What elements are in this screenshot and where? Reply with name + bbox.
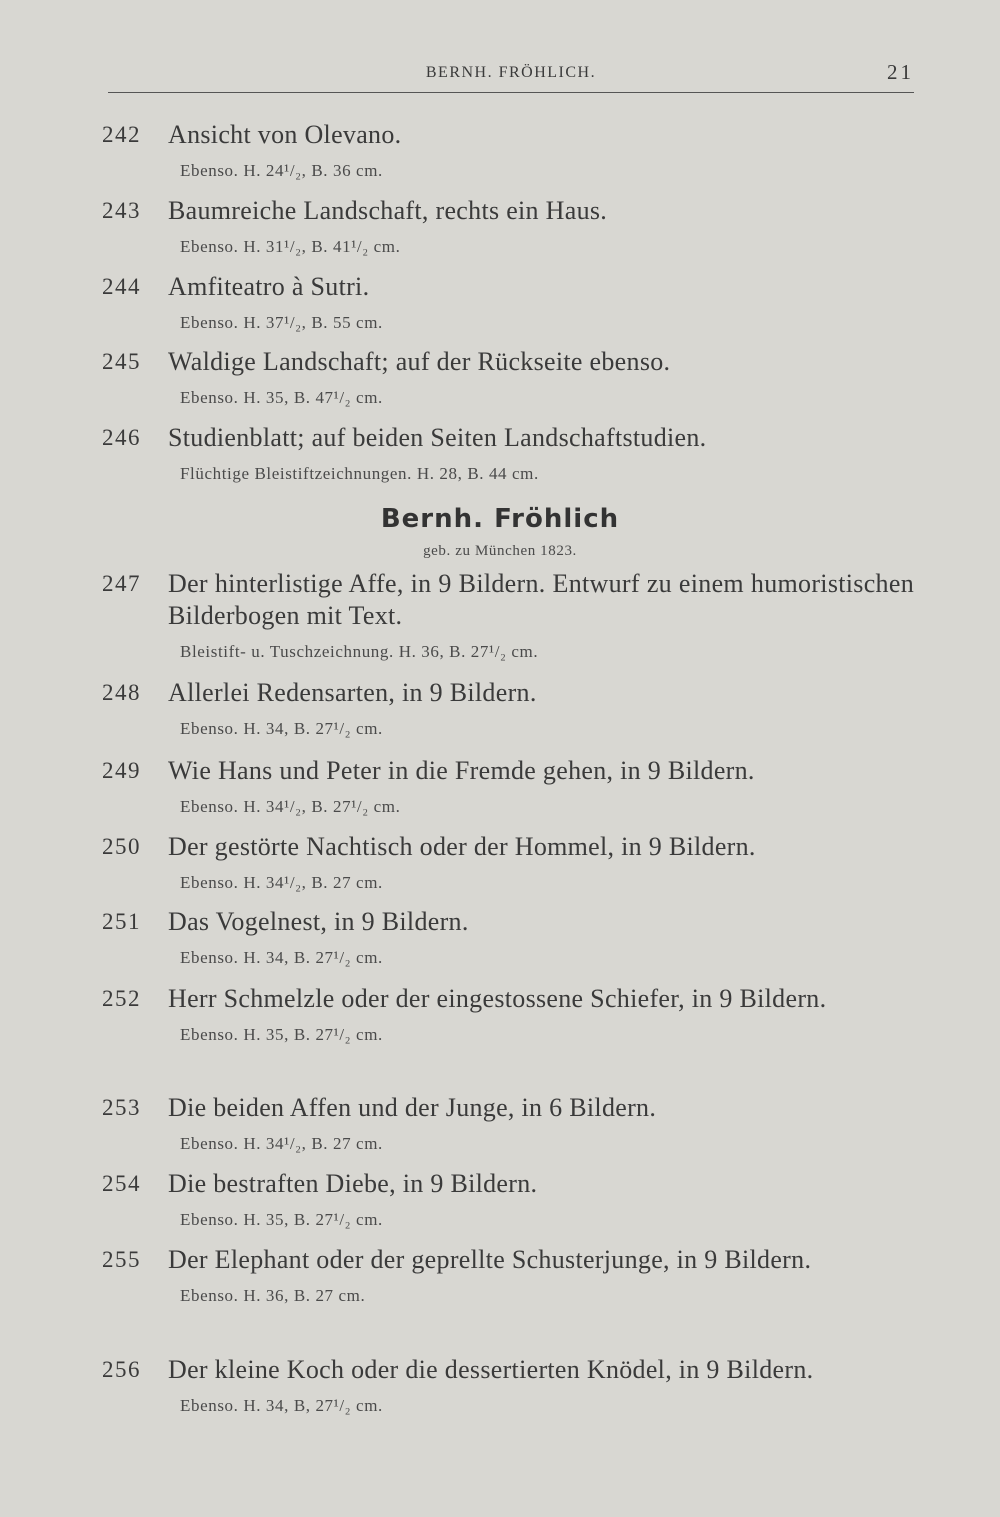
entry-number: 246: [102, 425, 141, 450]
entry-title: Allerlei Redensarten, in 9 Bildern.: [168, 678, 537, 707]
entry-description: Ebenso. H. 35, B. 27¹/₂ cm.: [180, 1210, 383, 1229]
entry-title: Waldige Landschaft; auf der Rückseite ebenso.: [168, 347, 671, 376]
entry-description: Ebenso. H. 34¹/₂, B. 27 cm.: [180, 873, 383, 892]
catalog-entry: [102, 271, 914, 335]
entry-number: 253: [102, 1095, 141, 1120]
catalog-entry: [102, 1354, 914, 1418]
entry-number: 250: [102, 834, 141, 859]
entry-number: 254: [102, 1171, 141, 1196]
entry-description: Ebenso. H. 34, B. 27¹/₂ cm.: [180, 719, 383, 738]
catalog-entry: [102, 346, 914, 410]
entry-title: Studienblatt; auf beiden Seiten Landschaftstudien.: [168, 423, 707, 452]
header-rule: [108, 92, 914, 93]
catalog-entry: [102, 983, 914, 1047]
entry-number: 243: [102, 198, 141, 223]
entry-number: 252: [102, 986, 141, 1011]
catalog-entry: [102, 422, 914, 486]
entry-description: Ebenso. H. 36, B. 27 cm.: [180, 1286, 366, 1305]
catalog-entry: [102, 568, 914, 664]
entry-title: Der gestörte Nachtisch oder der Hommel, in 9 Bildern.: [168, 832, 756, 861]
entry-description: Ebenso. H. 35, B. 27¹/₂ cm.: [180, 1025, 383, 1044]
entry-title: Die bestraften Diebe, in 9 Bildern.: [168, 1169, 538, 1198]
catalog-entry: [102, 1168, 914, 1232]
entry-title: Herr Schmelzle oder der eingestossene Schiefer, in 9 Bildern.: [168, 984, 827, 1013]
entry-title: Ansicht von Olevano.: [168, 120, 402, 149]
entry-description: Ebenso. H. 37¹/₂, B. 55 cm.: [180, 313, 383, 332]
catalog-entry: [102, 677, 914, 741]
entry-number: 249: [102, 758, 141, 783]
entry-description: Ebenso. H. 24¹/₂, B. 36 cm.: [180, 161, 383, 180]
entry-number: 251: [102, 909, 141, 934]
running-head: [108, 60, 914, 86]
section-subheading: geb. zu München 1823.: [423, 543, 577, 559]
entry-number: 248: [102, 680, 141, 705]
entry-description: Ebenso. H. 34, B. 27¹/₂ cm.: [180, 948, 383, 967]
entry-title: Wie Hans und Peter in die Fremde gehen, in 9 Bildern.: [168, 756, 755, 785]
catalog-entry: [102, 195, 914, 259]
entry-number: 255: [102, 1247, 141, 1272]
catalog-entry: [102, 119, 914, 183]
entry-description: Ebenso. H. 31¹/₂, B. 41¹/₂ cm.: [180, 237, 401, 256]
section-heading: Bernh. Fröhlich: [380, 504, 620, 534]
entry-title: Die beiden Affen und der Junge, in 6 Bildern.: [168, 1093, 657, 1122]
entry-description: Ebenso. H. 34, B, 27¹/₂ cm.: [180, 1396, 383, 1415]
entry-description: Ebenso. H. 34¹/₂, B. 27 cm.: [180, 1134, 383, 1153]
catalog-entry: [102, 906, 914, 970]
entry-description: Ebenso. H. 35, B. 47¹/₂ cm.: [180, 388, 383, 407]
catalog-entry: [102, 1092, 914, 1156]
running-title: BERNH. FRÖHLICH.: [425, 64, 597, 81]
entry-number: 256: [102, 1357, 141, 1382]
page-number: 21: [887, 60, 914, 84]
entry-title: Der Elephant oder der geprellte Schusterjunge, in 9 Bildern.: [168, 1245, 812, 1274]
entry-description: Bleistift- u. Tuschzeichnung. H. 36, B. 27¹/₂ cm.: [180, 642, 539, 661]
entry-number: 242: [102, 122, 141, 147]
entry-number: 247: [102, 571, 141, 596]
entry-number: 244: [102, 274, 141, 299]
entry-description: Flüchtige Bleistiftzeichnungen. H. 28, B. 44 cm.: [180, 464, 539, 483]
entry-title: Amfiteatro à Sutri.: [168, 272, 370, 301]
entry-description: Ebenso. H. 34¹/₂, B. 27¹/₂ cm.: [180, 797, 401, 816]
entry-title: Das Vogelnest, in 9 Bildern.: [168, 907, 469, 936]
catalog-entry: [102, 831, 914, 895]
entry-number: 245: [102, 349, 141, 374]
entry-title: Baumreiche Landschaft, rechts ein Haus.: [168, 196, 608, 225]
catalog-entry: [102, 1244, 914, 1308]
entry-title: Der kleine Koch oder die dessertierten Knödel, in 9 Bildern.: [168, 1355, 814, 1384]
catalog-entry: [102, 755, 914, 819]
entry-title: Der hinterlistige Affe, in 9 Bildern. Entwurf zu einem humoristischen Bilderbogen mit Text.: [168, 569, 914, 630]
